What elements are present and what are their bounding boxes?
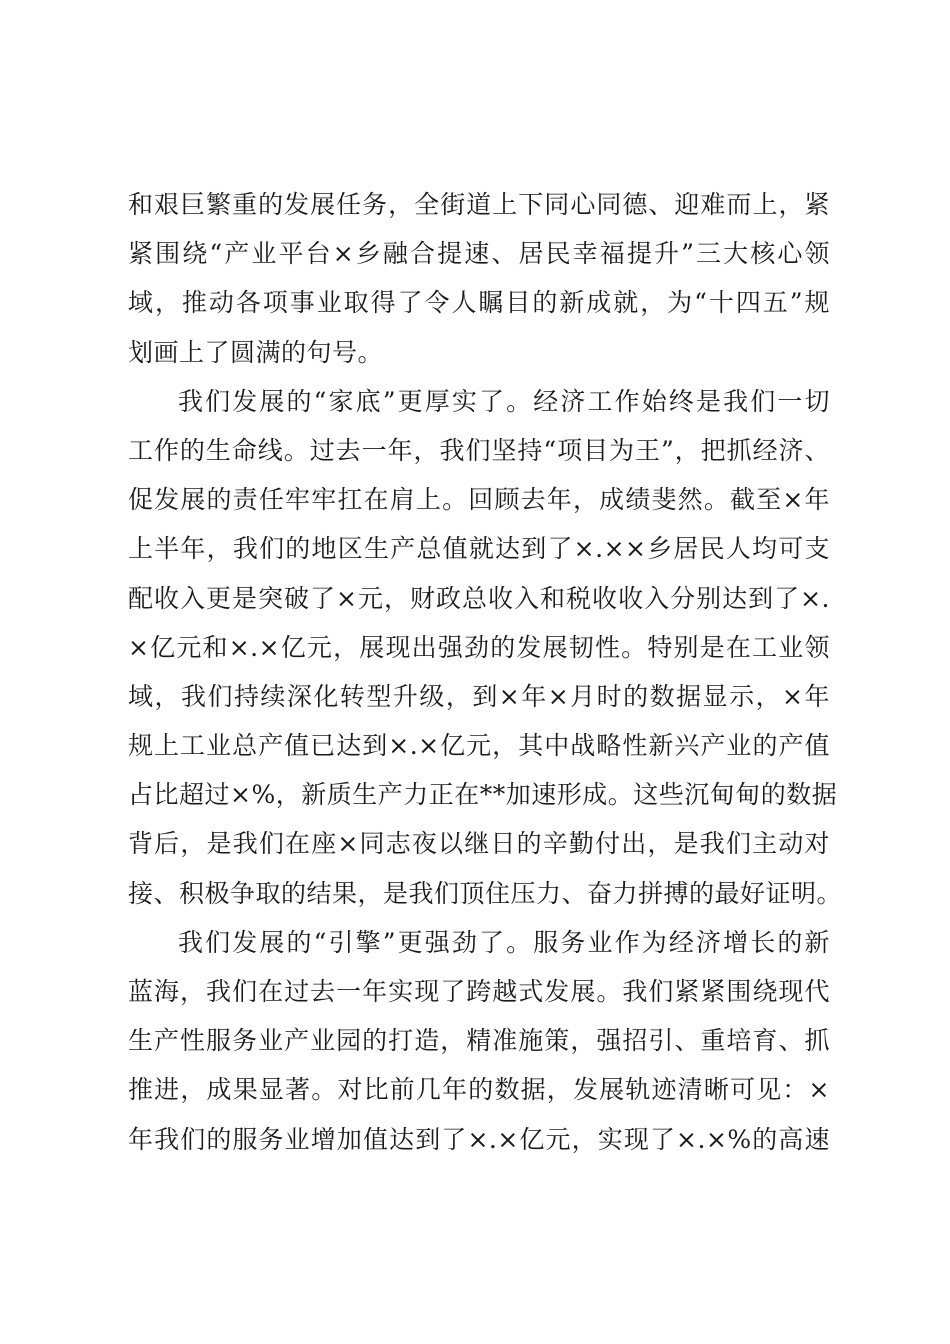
text-line: 和艰巨繁重的发展任务，全街道上下同心同德、迎难而上，紧 xyxy=(128,190,830,219)
text-line: 配收入更是突破了×元，财政总收入和税收收入分别达到了×. xyxy=(128,583,830,613)
text-line: 工作的生命线。过去一年，我们坚持“项目为王”，把抓经济、 xyxy=(128,435,830,465)
body-text xyxy=(128,180,843,1164)
text-line: 蓝海，我们在过去一年实现了跨越式发展。我们紧紧围绕现代 xyxy=(128,977,830,1006)
paragraph-start-line: 我们发展的“引擎”更强劲了。服务业作为经济增长的新 xyxy=(178,927,830,957)
paragraph-start-line: 我们发展的“家底”更厚实了。经济工作始终是我们一切 xyxy=(178,386,830,416)
text-line: 划画上了圆满的句号。 xyxy=(128,337,384,367)
text-line: 生产性服务业产业园的打造，精准施策，强招引、重培育、抓 xyxy=(128,1026,830,1056)
text-line: 接、积极争取的结果，是我们顶住压力、奋力拼搏的最好证明。 xyxy=(128,878,843,908)
text-line: 背后，是我们在座×同志夜以继日的辛勤付出，是我们主动对 xyxy=(128,829,830,859)
text-line: 域，我们持续深化转型升级，到×年×月时的数据显示，×年 xyxy=(128,681,830,711)
text-line: 域，推动各项事业取得了令人瞩目的新成就，为“十四五”规 xyxy=(128,288,830,318)
text-line: 促发展的责任牢牢扛在肩上。回顾去年，成绩斐然。截至×年 xyxy=(128,485,830,515)
text-line: 规上工业总产值已达到×.×亿元，其中战略性新兴产业的产值 xyxy=(128,731,830,761)
text-line: 上半年，我们的地区生产总值就达到了×.××乡居民人均可支 xyxy=(128,534,830,564)
text-line: 年我们的服务业增加值达到了×.×亿元，实现了×.×%的高速 xyxy=(128,1124,830,1154)
text-line: 紧围绕“产业平台×乡融合提速、居民幸福提升”三大核心领 xyxy=(128,239,830,269)
text-line: 推进，成果显著。对比前几年的数据，发展轨迹清晰可见：× xyxy=(128,1075,830,1105)
text-line: ×亿元和×.×亿元，展现出强劲的发展韧性。特别是在工业领 xyxy=(128,632,830,662)
text-line: 占比超过×%，新质生产力正在**加速形成。这些沉甸甸的数据 xyxy=(128,780,838,810)
